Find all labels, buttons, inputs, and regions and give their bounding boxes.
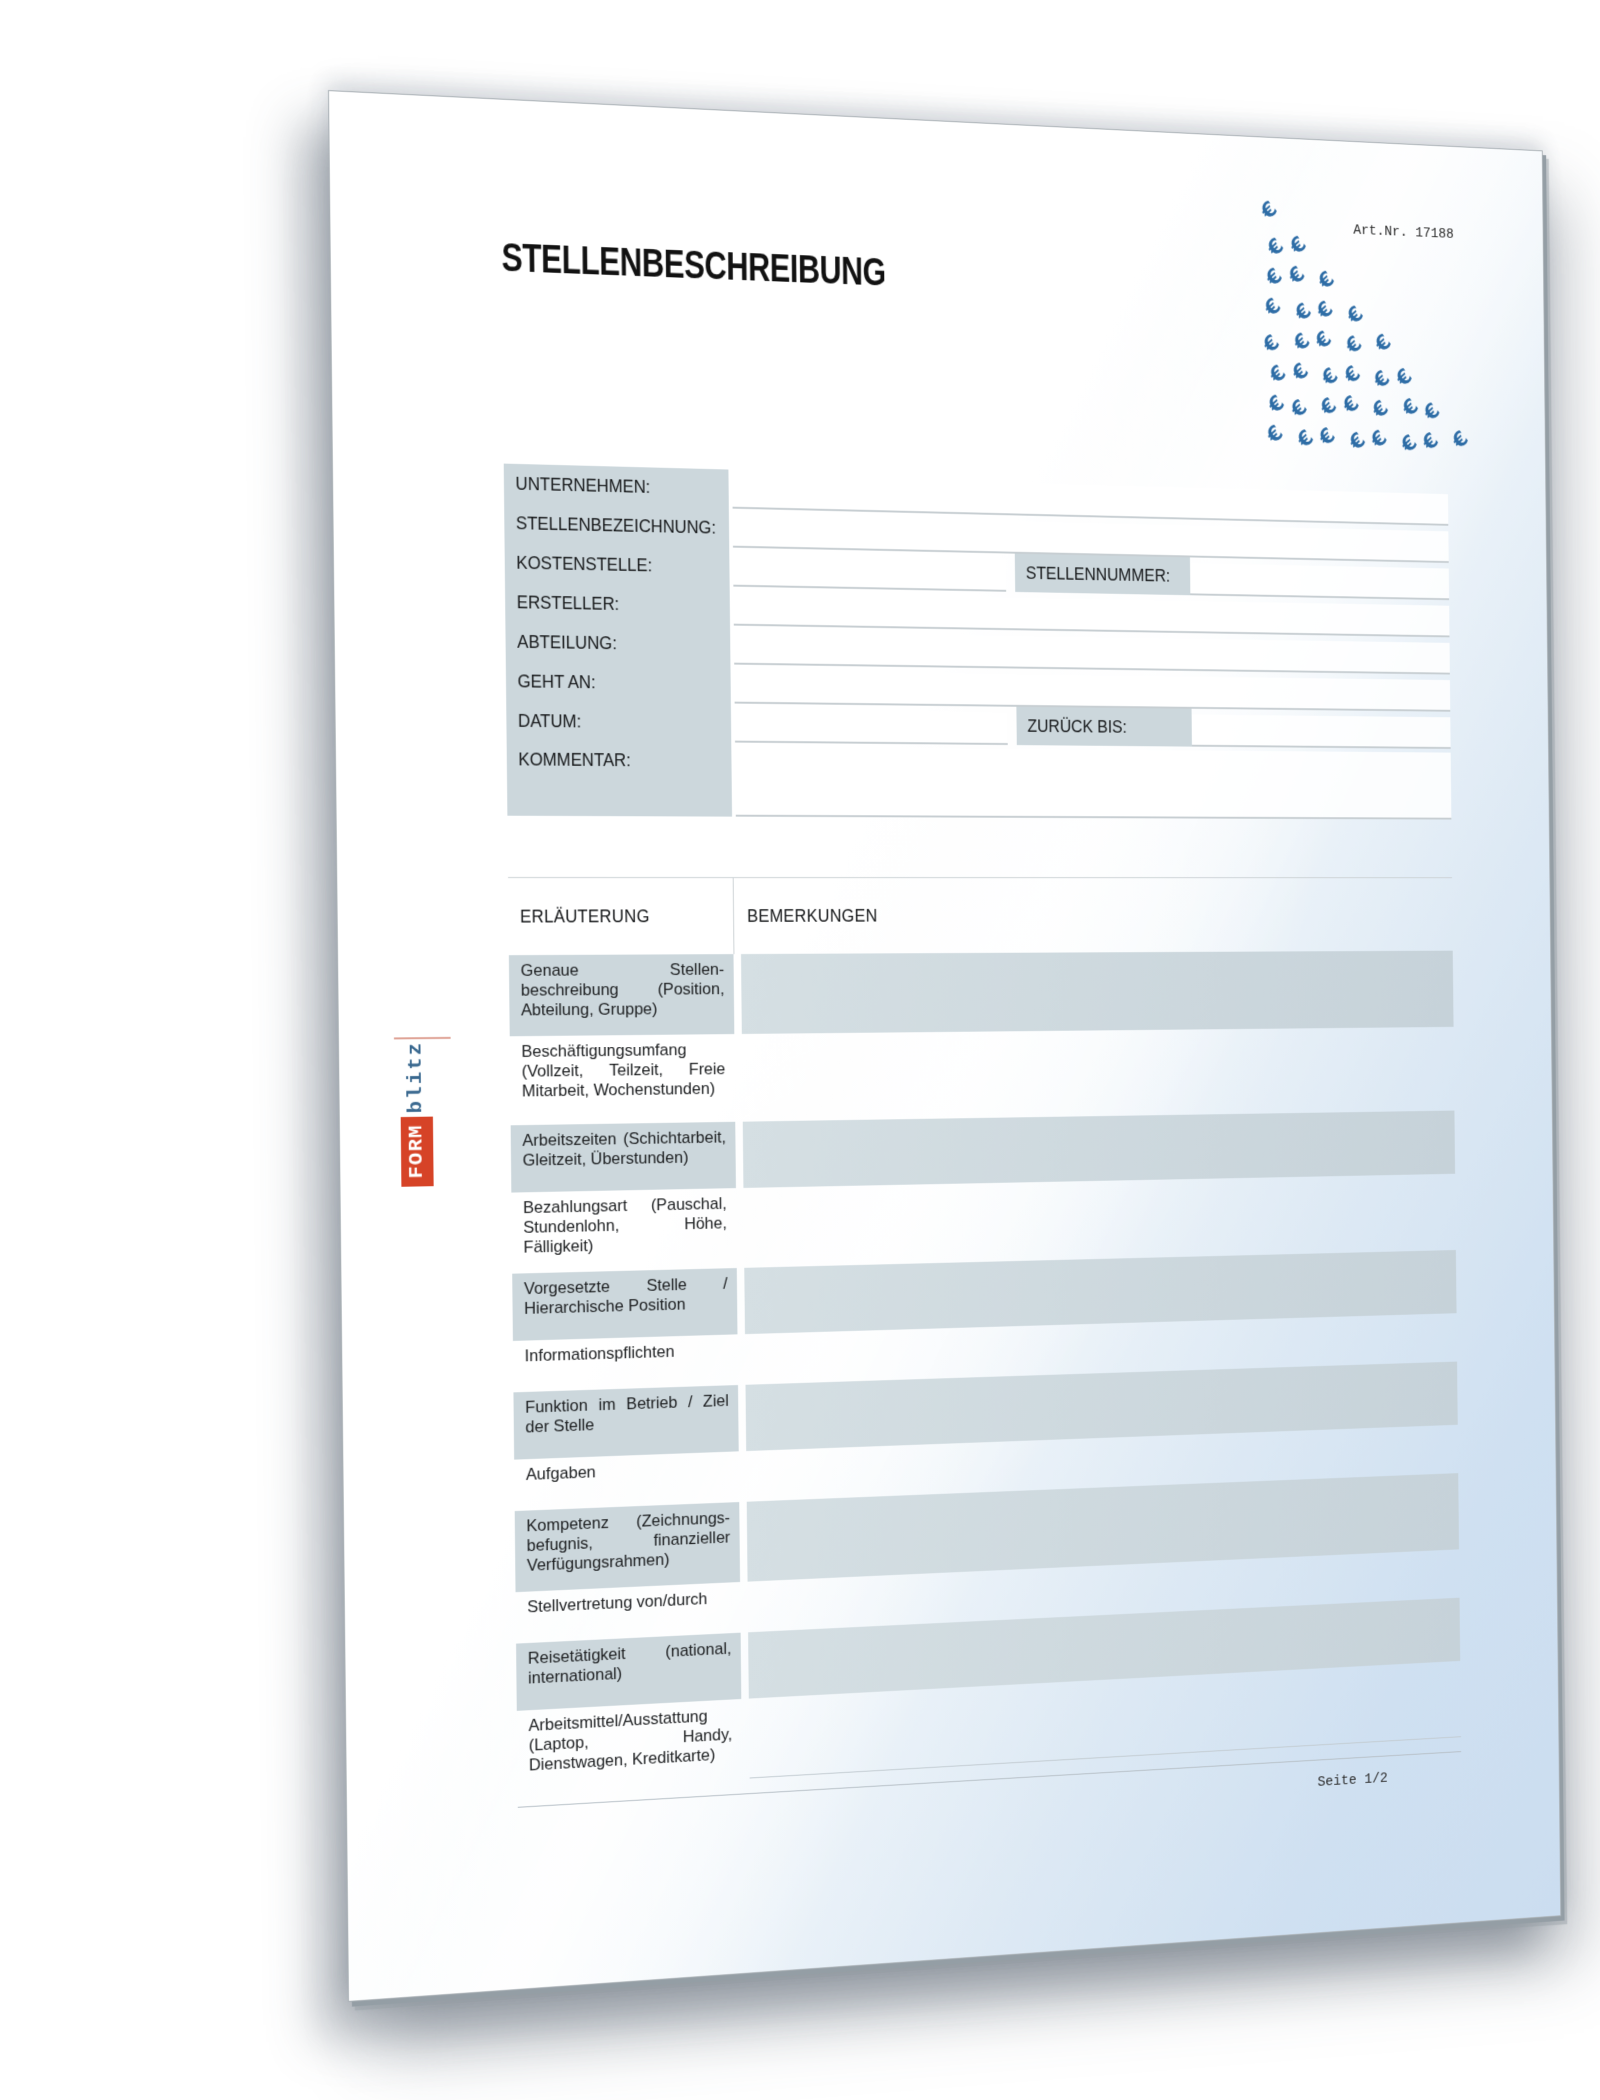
row-label: Bezahlungsart (Pauschal, Stundenlohn, Höhe, Fälligkeit) xyxy=(522,1194,728,1257)
logo-blitz-label: blitz xyxy=(404,1040,428,1114)
euro-icon: € xyxy=(1338,391,1364,419)
euro-icon: € xyxy=(1257,196,1282,225)
table-row xyxy=(510,1027,1455,1125)
row-label: Funktion im Betrieb / Ziel der Stelle xyxy=(513,1385,738,1460)
euro-icon: € xyxy=(1260,294,1286,322)
kostenstelle-field xyxy=(733,553,1006,591)
euro-icon: € xyxy=(1286,395,1312,423)
form-label: STELLENBEZEICHNUNG: xyxy=(504,503,729,547)
euro-icon: € xyxy=(1259,330,1285,358)
row-label: Genaue Stellen-beschreibung (Position, Abteilung, Gruppe) xyxy=(509,954,734,1036)
euro-icon: € xyxy=(1340,361,1365,389)
euro-icon: € xyxy=(1288,358,1313,387)
form-label: GEHT AN: xyxy=(506,661,731,703)
formblitz-logo xyxy=(394,1009,439,1187)
euro-icon: € xyxy=(1313,296,1338,325)
euro-corner-pattern-icon xyxy=(1257,194,1490,473)
euro-icon: € xyxy=(1285,232,1311,260)
euro-icon: € xyxy=(1290,298,1316,327)
details-table xyxy=(508,877,1461,1792)
euro-icon: € xyxy=(1370,366,1395,394)
column-header-bemerkungen xyxy=(734,905,1453,927)
euro-icon: € xyxy=(1368,396,1393,424)
row-label: Stellvertretung von/durch xyxy=(527,1589,708,1617)
euro-icon: € xyxy=(1367,426,1392,454)
remark-cell xyxy=(741,951,1454,1034)
euro-icon: € xyxy=(1262,421,1288,449)
row-label: Arbeitsmittel/Ausstattung (Laptop, Handy, Dienstwagen, Kreditkarte) xyxy=(528,1706,733,1775)
page-number: Seite 1/2 xyxy=(1317,1770,1388,1791)
euro-icon: € xyxy=(1318,363,1343,391)
euro-icon: € xyxy=(1391,364,1417,392)
form-label-zurueck-bis: ZURÜCK BIS: xyxy=(1016,707,1192,747)
euro-icon: € xyxy=(1398,394,1423,422)
form-label: KOMMENTAR: xyxy=(507,741,732,817)
euro-icon: € xyxy=(1343,301,1368,330)
row-label: Arbeitszeiten (Schichtarbeit, Gleitzeit, Überstunden) xyxy=(511,1122,736,1193)
row-label: Informationspflichten xyxy=(524,1342,675,1366)
euro-icon: € xyxy=(1262,263,1287,292)
form-label: DATUM: xyxy=(506,701,731,743)
logo-form-label: FORM xyxy=(400,1116,433,1187)
euro-icon: € xyxy=(1371,330,1396,358)
form-label: UNTERNEHMEN: xyxy=(504,464,729,509)
euro-icon: € xyxy=(1265,360,1291,389)
row-label: Vorgesetzte Stelle / Hierarchische Position xyxy=(512,1268,737,1341)
euro-icon: € xyxy=(1315,423,1340,451)
euro-icon: € xyxy=(1448,426,1473,454)
row-label: Beschäftigungsumfang (Vollzeit, Teilzeit, Freie Mitarbeit, Wochenstunden) xyxy=(521,1040,726,1101)
euro-icon: € xyxy=(1311,326,1337,355)
form-label: ABTEILUNG: xyxy=(505,622,730,665)
row-label: Reisetätigkeit (national, international) xyxy=(516,1633,741,1711)
row-label: Kompetenz (Zeichnungs-befugnis, finanzieller Verfügungsrahmen) xyxy=(515,1502,740,1592)
zurueck-bis-field xyxy=(1192,714,1451,748)
datum-field xyxy=(735,709,1008,745)
euro-icon: € xyxy=(1289,328,1315,357)
euro-icon: € xyxy=(1345,428,1370,456)
kommentar-field xyxy=(735,746,1451,819)
euro-icon: € xyxy=(1264,390,1290,419)
form-label-stellennummer: STELLENNUMMER: xyxy=(1015,554,1191,596)
form-label: KOSTENSTELLE: xyxy=(505,543,730,587)
euro-icon: € xyxy=(1316,393,1342,421)
header-form xyxy=(504,464,1452,820)
euro-icon: € xyxy=(1418,428,1443,456)
article-number: Art.Nr. 17188 xyxy=(1353,222,1454,243)
euro-icon: € xyxy=(1263,233,1289,262)
euro-icon: € xyxy=(1341,331,1367,359)
row-label: Aufgaben xyxy=(525,1462,596,1484)
remark-cell xyxy=(742,1027,1455,1122)
euro-icon: € xyxy=(1284,262,1310,290)
table-row xyxy=(509,951,1454,1037)
column-header-erlaeuterung xyxy=(508,878,734,955)
table-header-row xyxy=(508,877,1453,955)
stellennummer-field xyxy=(1190,563,1449,600)
euro-icon: € xyxy=(1396,430,1422,458)
euro-icon: € xyxy=(1314,267,1339,295)
euro-icon: € xyxy=(1293,425,1318,453)
euro-icon: € xyxy=(1420,398,1445,426)
column-header-label: BEMERKUNGEN xyxy=(747,905,878,926)
logo-rule-line xyxy=(394,1036,451,1039)
paper-sheet xyxy=(328,90,1561,2002)
form-label: ERSTELLER: xyxy=(505,582,730,625)
form-row-kommentar xyxy=(507,741,1452,820)
column-header-label: ERLÄUTERUNG xyxy=(519,905,650,926)
page-title: STELLENBESCHREIBUNG xyxy=(501,236,887,295)
